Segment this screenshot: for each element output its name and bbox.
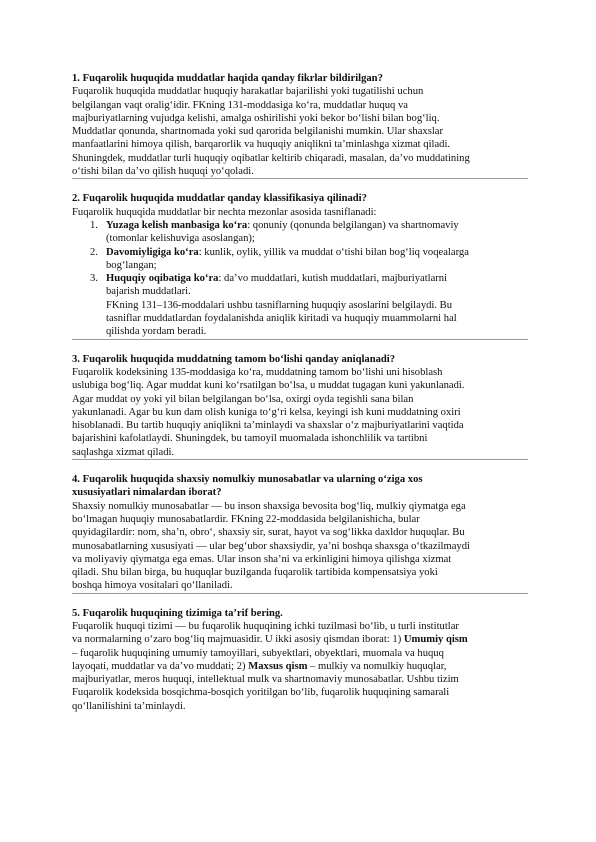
section-5-body — [72, 620, 524, 713]
section-2 — [72, 192, 524, 339]
text-line — [72, 700, 524, 713]
text-line — [72, 633, 524, 646]
list-item — [72, 219, 524, 246]
text-run: layoqati, muddatlar va da’vo muddati; 2) — [72, 660, 249, 672]
text-line: yakunlanadi. Agar bu kun dam olish kuniga to‘g‘ri kelsa, keyingi ish kuni muddatning oxiri — [72, 406, 461, 418]
section-5-title: 5. Fuqarolik huquqining tizimiga ta’rif bering. — [72, 607, 283, 619]
text-line: Shuningdek, muddatlar turli huquqiy oqibatlar keltirib chiqaradi, masalan, da’vo muddatining — [72, 152, 470, 164]
section-3 — [72, 353, 524, 460]
list-item-text: FKning 131–136-moddalari ushbu tasniflarning huquqiy asoslarini belgilaydi. Bu — [106, 299, 453, 311]
section-2-title: 2. Fuqarolik huquqida muddatlar qanday klassifikasiya qilinadi? — [72, 193, 367, 205]
text-line: quyidagilardir: nom, sha’n, obro‘, shaxsiy sir, surat, hayot va sog‘likka daxldor huquqlar. Bu — [72, 527, 465, 539]
list-item-term: Huquqiy oqibatiga ko‘ra — [106, 273, 219, 285]
text-line: Muddatlar qonunda, shartnomada yoki sud qarorida belgilanishi mumkin. Ular shaxslar — [72, 126, 443, 138]
text-line: belgilangan vaqt oralig‘idir. FKning 131-moddasiga ko‘ra, muddatlar huquq va — [72, 99, 408, 111]
list-item-number: 3. — [90, 273, 98, 285]
list-item-number: 2. — [90, 246, 98, 258]
text-line — [72, 620, 524, 633]
title-line: 4. Fuqarolik huquqida shaxsiy nomulkiy munosabatlar va ularning o‘ziga xos — [72, 474, 423, 486]
list-item-text: (tomonlar kelishuviga asoslangan); — [106, 233, 255, 245]
text-run: Fuqarolik kodeksida bosqichma-bosqich yoritilgan bo‘lib, fuqarolik huquqining samarali — [72, 687, 450, 699]
text-line — [72, 647, 524, 660]
list-item — [72, 246, 524, 273]
list-item-text: bajarish muddatlari. — [106, 286, 191, 298]
text-line: munosabatlarning xususiyati — ular beg‘ubor shaxsiydir, ya’ni boshqa shaxsga o‘tkazilmaydi — [72, 540, 470, 552]
text-line: Fuqarolik huquqida muddatlar huquqiy harakatlar bajarilishi yoki tugatilishi uchun — [72, 86, 424, 98]
list-item-text: qilishda yordam beradi. — [106, 326, 207, 338]
text-line: bo‘lmagan huquqiy munosabatlardir. FKning 22-moddasida belgilanishicha, bular — [72, 513, 420, 525]
title-line: xususiyatlari nimalardan iborat? — [72, 487, 222, 499]
text-run: – mulkiy va nomulkiy huquqlar, — [307, 660, 447, 672]
text-line: manfaatlarini himoya qilish, barqarorlik va huquqiy aniqlikni ta’minlashga xizmat qiladi. — [72, 139, 451, 151]
list-item-term: Davomiyligiga ko‘ra — [106, 246, 199, 258]
section-3-title: 3. Fuqarolik huquqida muddatning tamom bo‘lishi qanday aniqlanadi? — [72, 353, 396, 365]
list-item-text: : da’vo muddatlari, kutish muddatlari, majburiyatlarni — [218, 273, 448, 285]
section-4-body — [72, 500, 524, 593]
text-run: Fuqarolik huquqi tizimi — bu fuqarolik huquqining ichki tuzilmasi bo‘lib, u turli institutlar — [72, 620, 459, 632]
text-line: va moliyaviy qiymatga ega emas. Ular inson sha’ni va erkinligini himoya qilishga xizmat — [72, 553, 452, 565]
list-item-text: tasniflar muddatlardan foydalanishda aniqlik kiritadi va huquqiy muammolarni hal — [106, 313, 457, 325]
bold-term: Umumiy qism — [403, 634, 468, 646]
section-4 — [72, 473, 524, 594]
text-line: Agar muddat oy yoki yil bilan belgilangan bo‘lsa, oxirgi oyda tegishli sana bilan — [72, 393, 414, 405]
list-item-text: : qonuniy (qonunda belgilangan) va shartnomaviy — [247, 219, 459, 231]
list-item-text: bog‘langan; — [106, 259, 157, 271]
classification-list — [72, 219, 524, 339]
list-item — [72, 272, 524, 338]
text-line: bajarishini kafolatlaydi. Shuningdek, bu tamoyil muomalada ishonchlilik va tartibni — [72, 433, 428, 445]
text-line: boshqa himoya vositalari qo‘llaniladi. — [72, 580, 233, 592]
section-5 — [72, 607, 524, 713]
section-3-body — [72, 366, 524, 459]
text-run: va normalarning o‘zaro bog‘liq majmuasidir. U ikki asosiy qismdan iborat: 1) — [72, 634, 404, 646]
bold-term: Maxsus qism — [248, 660, 308, 672]
text-run: majburiyatlar, meros huquqi, intellektual mulk va shartnomaviy munosabatlar. Ushbu tizim — [72, 674, 459, 686]
section-4-title — [72, 473, 524, 500]
text-line: Fuqarolik kodeksining 135-moddasiga ko‘ra, muddatning tamom bo‘lishi uni hisoblash — [72, 366, 443, 378]
section-2-intro: Fuqarolik huquqida muddatlar bir nechta mezonlar asosida tasniflanadi: — [72, 206, 377, 218]
text-line: Shaxsiy nomulkiy munosabatlar — bu inson shaxsiga bevosita bog‘liq, mulkiy qiymatga ega — [72, 500, 466, 512]
text-line — [72, 660, 524, 673]
text-line: majburiyatlarning vujudga kelishi, amalga oshirilishi yoki bekor bo‘lishi bilan bog‘liq. — [72, 112, 440, 124]
list-item-text: : kunlik, oylik, yillik va muddat o‘tishi bilan bog‘liq voqealarga — [198, 246, 469, 258]
text-line: o‘tishi bilan da’vo qilish huquqi yo‘qoladi. — [72, 166, 254, 178]
text-line: qiladi. Shu bilan birga, bu huquqlar buzilganda fuqarolik tartibida kompensatsiya yoki — [72, 567, 438, 579]
section-1-body — [72, 85, 524, 178]
text-line: uslubiga bog‘liq. Agar muddat kuni ko‘rsatilgan bo‘lsa, u muddat tugagan kuni yakunlanadi. — [72, 380, 465, 392]
text-line — [72, 686, 524, 699]
list-item-number: 1. — [90, 219, 98, 231]
section-1 — [72, 72, 524, 179]
list-item-term: Yuzaga kelish manbasiga ko‘ra — [106, 219, 248, 231]
text-line: saqlashga xizmat qiladi. — [72, 446, 175, 458]
section-1-title: 1. Fuqarolik huquqida muddatlar haqida qanday fikrlar bildirilgan? — [72, 73, 383, 84]
text-line: hisoblanadi. Bu tartib huquqiy aniqlikni ta’minlaydi va shaxslar o‘z majburiyatlarini vaqtida — [72, 420, 464, 432]
text-line — [72, 673, 524, 686]
text-run: – fuqarolik huquqining umumiy tamoyillari, subyektlari, obyektlari, muomala va huquq — [72, 647, 444, 659]
text-run: qo‘llanilishini ta’minlaydi. — [72, 700, 186, 712]
